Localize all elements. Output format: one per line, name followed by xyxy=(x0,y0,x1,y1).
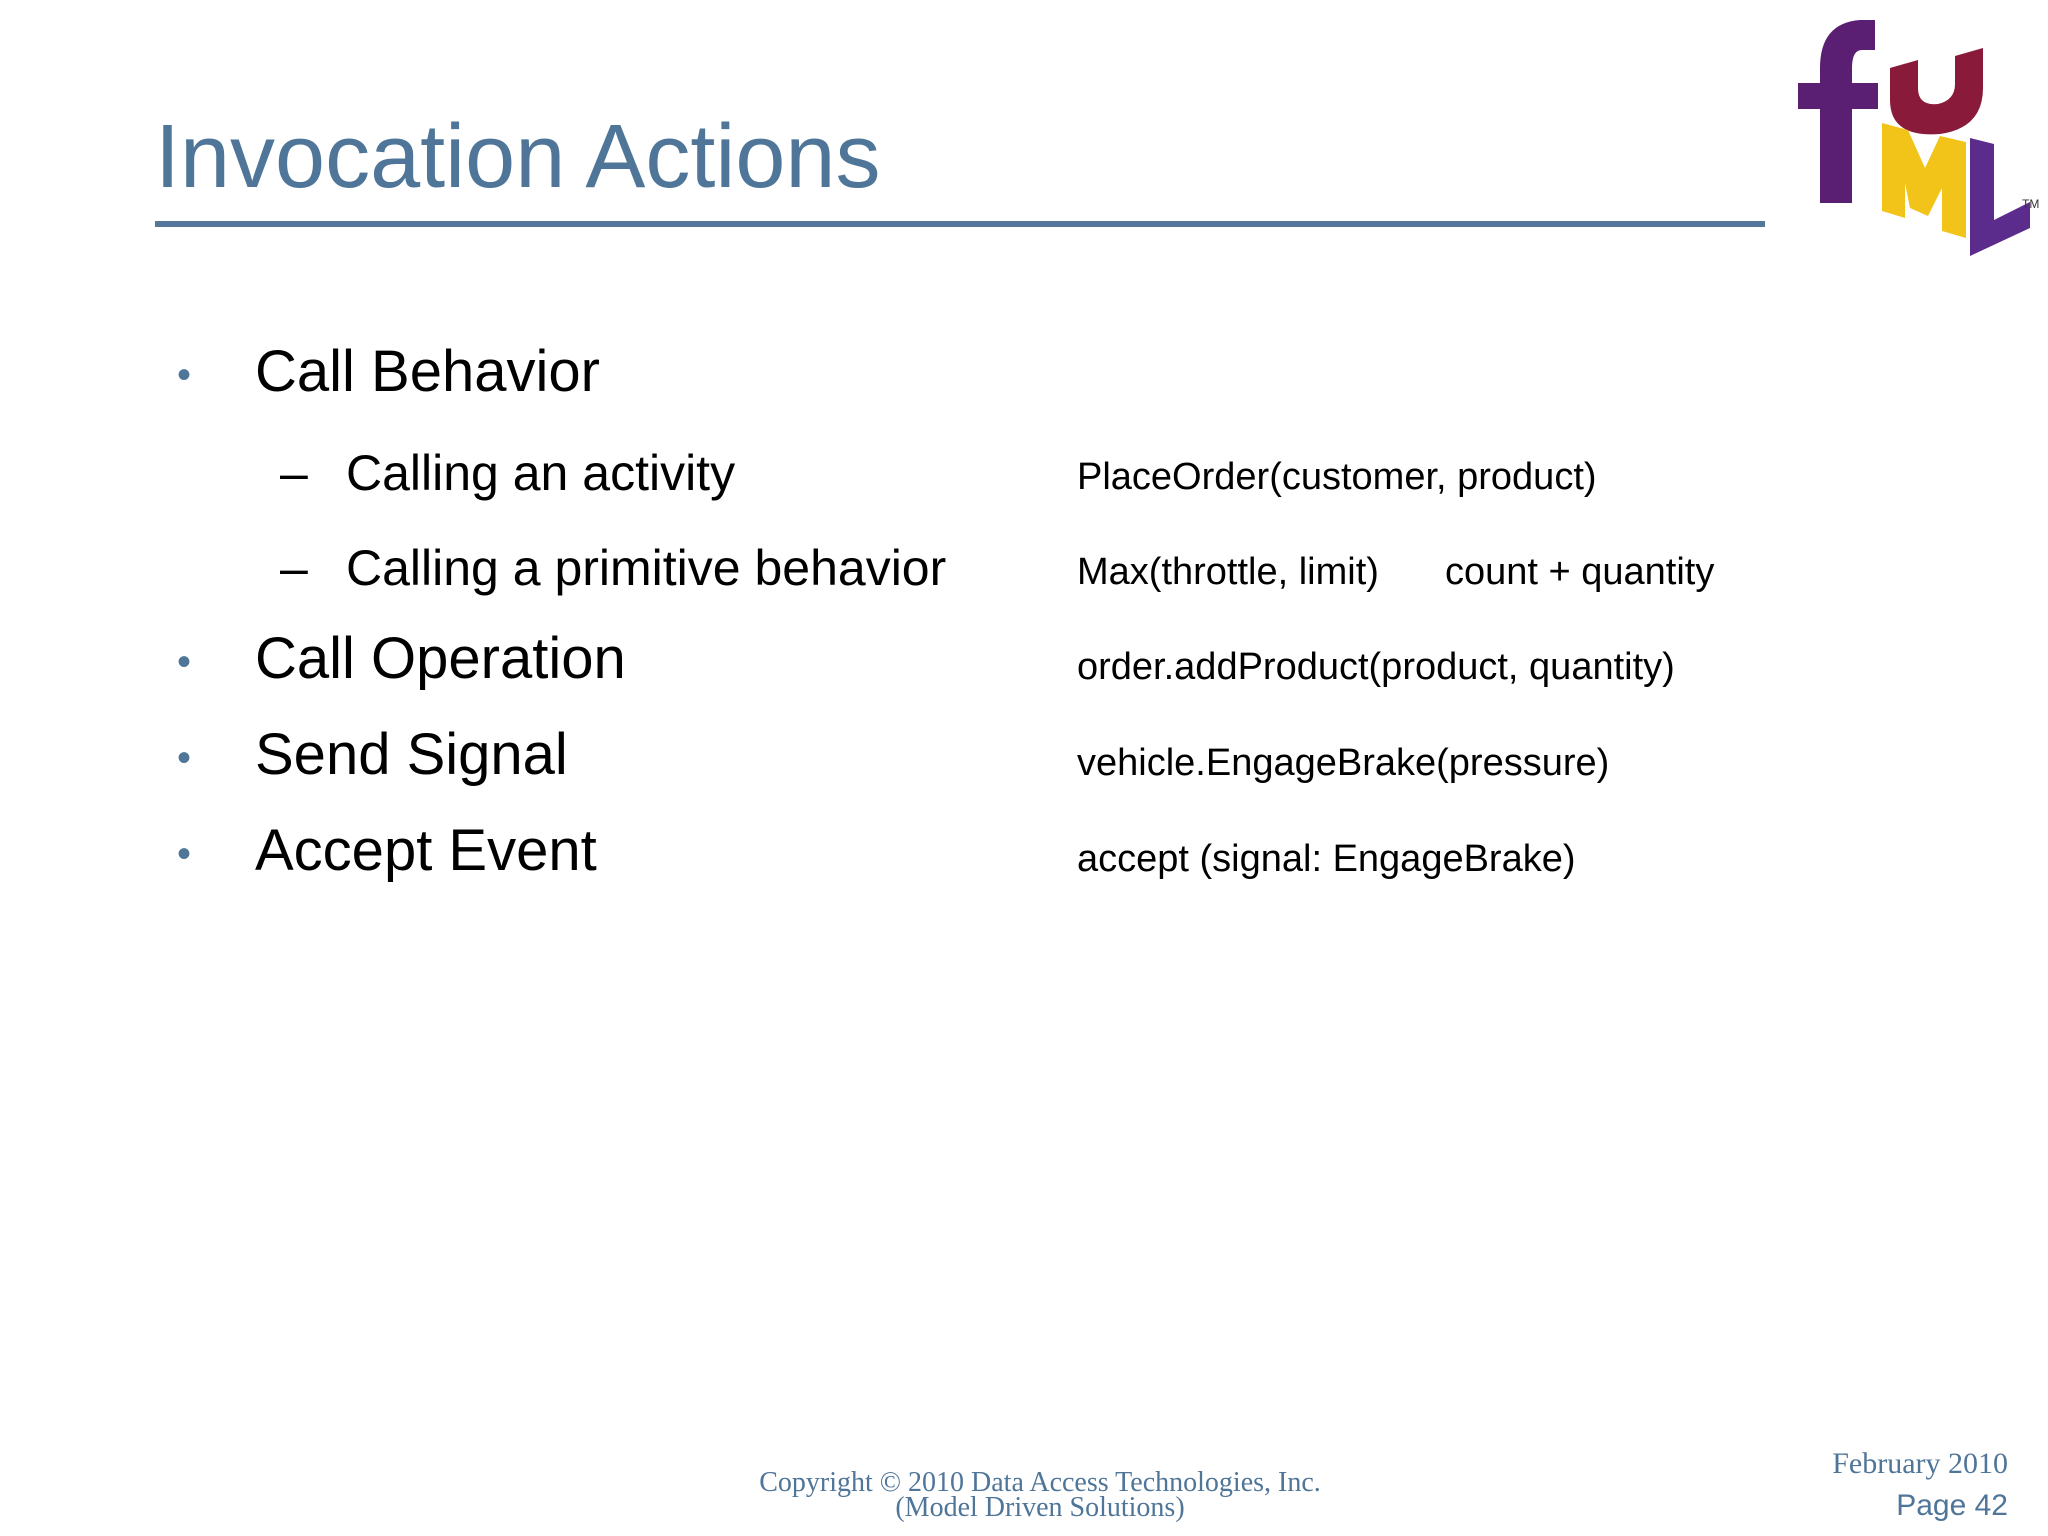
page-number: Page 42 xyxy=(1896,1489,2008,1522)
footer-copyright: Copyright © 2010 Data Access Technologies, Inc. xyxy=(759,1467,1321,1498)
sub-bullet-calling-primitive: Calling a primitive behavior xyxy=(346,540,947,596)
example-max: Max(throttle, limit) xyxy=(1077,551,1379,593)
slide-title: Invocation Actions xyxy=(155,107,881,207)
example-add-product: order.addProduct(product, quantity) xyxy=(1077,646,1675,688)
sub-dash: – xyxy=(280,540,308,596)
example-place-order: PlaceOrder(customer, product) xyxy=(1077,456,1597,498)
example-count-quantity: count + quantity xyxy=(1445,551,1715,593)
bullet-send-signal: Send Signal xyxy=(255,722,568,787)
title-underline xyxy=(155,221,1765,227)
bullet-dot: • xyxy=(177,832,192,876)
footer-date: February 2010 xyxy=(1832,1447,2008,1480)
bullet-call-behavior: Call Behavior xyxy=(255,339,600,404)
logo-tm: TM xyxy=(2022,197,2040,211)
sub-bullet-calling-activity: Calling an activity xyxy=(346,445,736,501)
example-engage-brake: vehicle.EngageBrake(pressure) xyxy=(1077,742,1610,784)
fuml-logo-icon xyxy=(1790,8,2040,268)
bullet-accept-event: Accept Event xyxy=(255,818,597,883)
example-accept-signal: accept (signal: EngageBrake) xyxy=(1077,838,1576,880)
bullet-call-operation: Call Operation xyxy=(255,626,626,691)
sub-dash: – xyxy=(280,445,308,501)
bullet-dot: • xyxy=(177,736,192,780)
bullet-dot: • xyxy=(177,640,192,684)
bullet-dot: • xyxy=(177,353,192,397)
footer-company: (Model Driven Solutions) xyxy=(895,1492,1185,1523)
